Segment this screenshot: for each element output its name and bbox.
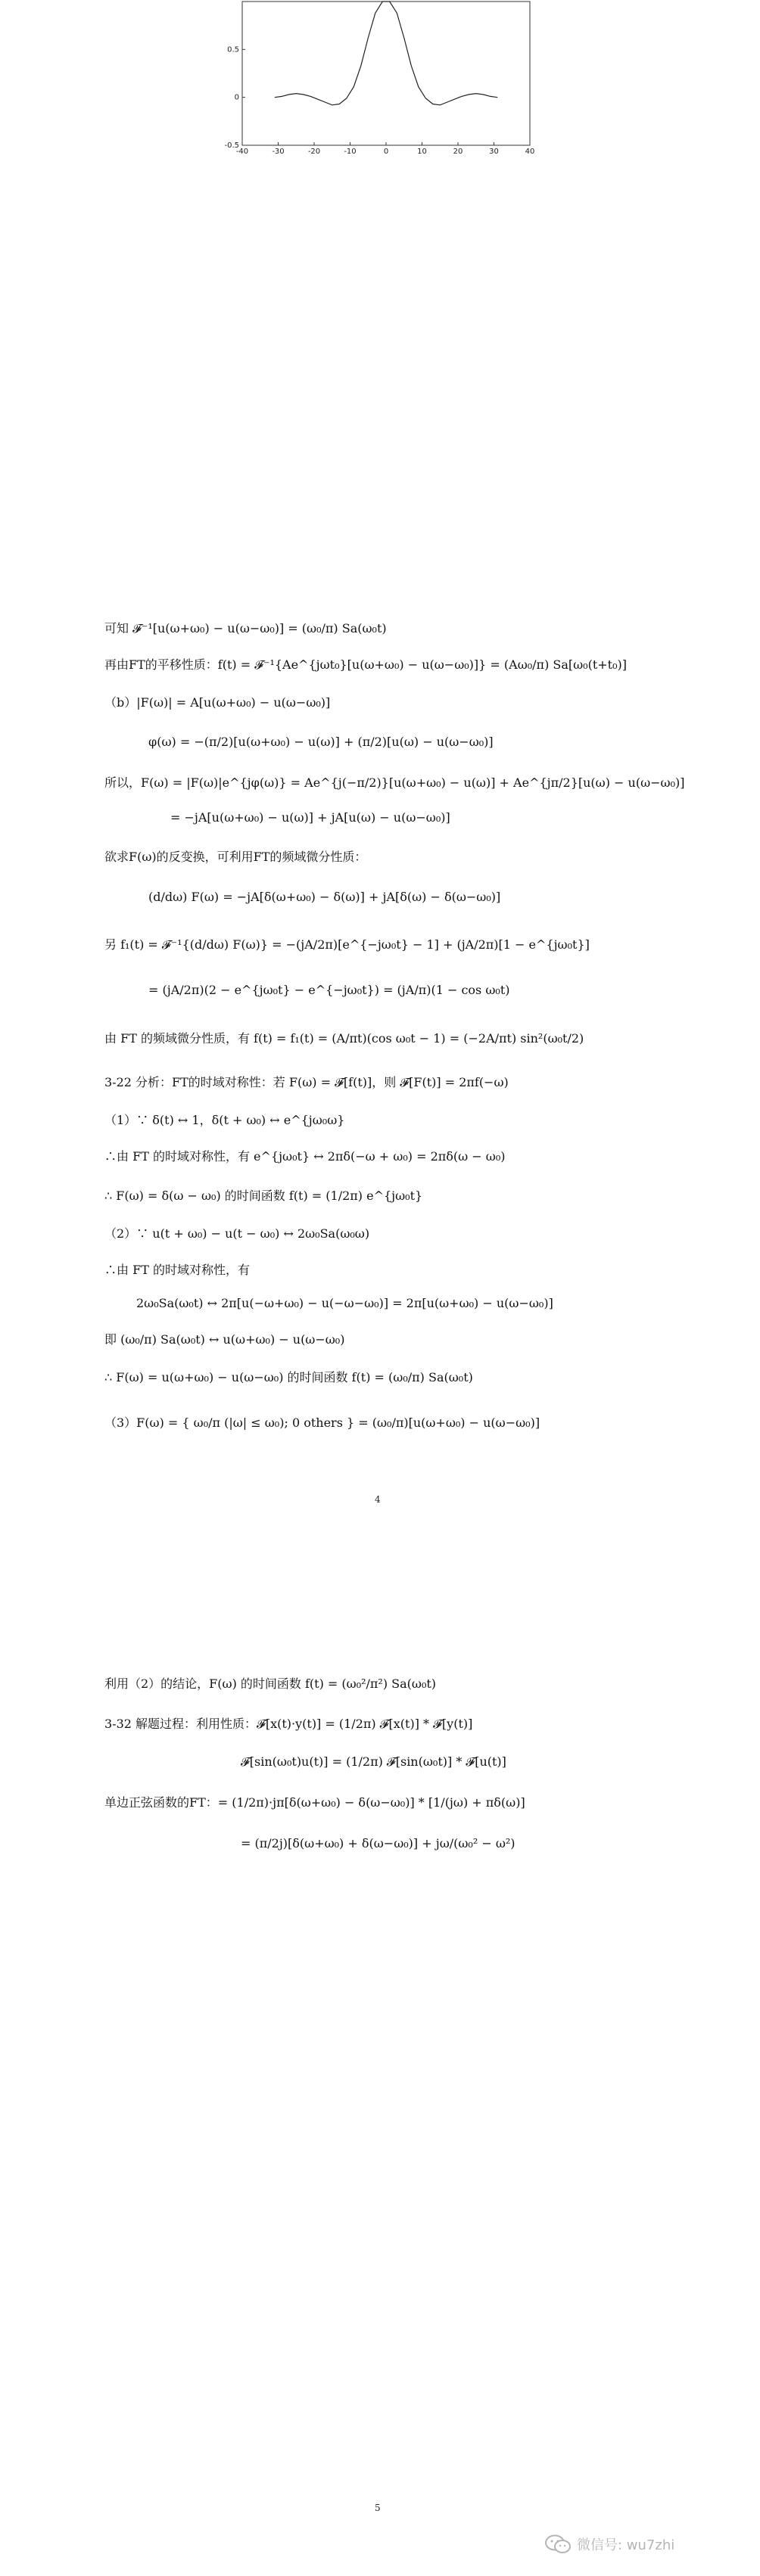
x-tick-label: -10: [344, 148, 357, 156]
page-number: 4: [375, 1494, 381, 1505]
eq-line: ∴由 FT 的时域对称性，有 e^{jω₀t} ↔ 2πδ(−ω + ω₀) = 2πδ(ω − ω₀): [104, 1149, 506, 1164]
eq-line: （1）∵ δ(t) ↔ 1，δ(t + ω₀) ↔ e^{jω₀ω}: [104, 1113, 345, 1127]
eq-line: 由 FT 的频域微分性质，有 f(t) = f₁(t) = (A/πt)(cos ω₀t − 1) = (−2A/πt) sin²(ω₀t/2): [104, 1031, 584, 1046]
x-tick-label: 0: [383, 148, 389, 156]
eq-line: φ(ω) = −(π/2)[u(ω+ω₀) − u(ω)] + (π/2)[u(ω) − u(ω−ω₀)]: [148, 735, 494, 749]
eq-line: （2）∵ u(t + ω₀) − u(t − ω₀) ↔ 2ω₀Sa(ω₀ω): [104, 1226, 370, 1241]
eq-line: （3）F(ω) = { ω₀/π (|ω| ≤ ω₀); 0 others } = (ω₀/π)[u(ω+ω₀) − u(ω−ω₀)]: [104, 1415, 540, 1430]
series-line: [275, 2, 498, 105]
eq-line: ∴ F(ω) = δ(ω − ω₀) 的时间函数 f(t) = (1/2π) e^{jω₀t}: [104, 1189, 423, 1203]
eq-line: 即 (ω₀/π) Sa(ω₀t) ↔ u(ω+ω₀) − u(ω−ω₀): [104, 1332, 345, 1347]
eq-line: 2ω₀Sa(ω₀t) ↔ 2π[u(−ω+ω₀) − u(−ω−ω₀)] = 2π[u(ω+ω₀) − u(ω−ω₀)]: [136, 1296, 553, 1310]
x-tick-label: 30: [489, 148, 499, 156]
eq-line: ∴由 FT 的时域对称性，有: [104, 1263, 250, 1277]
eq-line: 利用（2）的结论，F(ω) 的时间函数 f(t) = (ω₀²/π²) Sa(ω₀t): [104, 1676, 437, 1691]
wechat-icon: [545, 2534, 571, 2554]
eq-line: = (π/2j)[δ(ω+ω₀) + δ(ω−ω₀)] + jω/(ω₀² − ω²): [241, 1836, 515, 1850]
x-tick-label: -40: [235, 148, 249, 156]
eq-line: 𝓕[sin(ω₀t)u(t)] = (1/2π) 𝓕[sin(ω₀t)] * 𝓕[u(t)]: [241, 1754, 506, 1769]
x-tick-label: 40: [525, 148, 535, 156]
y-tick-label: 0: [234, 93, 239, 102]
eq-line: ∴ F(ω) = u(ω+ω₀) − u(ω−ω₀) 的时间函数 f(t) = (ω₀/π) Sa(ω₀t): [104, 1370, 473, 1384]
y-tick-label: -0.5: [224, 141, 239, 150]
eq-line: （b）|F(ω)| = A[u(ω+ω₀) − u(ω−ω₀)]: [104, 695, 331, 710]
x-tick-label: -30: [272, 148, 285, 156]
eq-line: 另 f₁(t) = 𝓕⁻¹{(d/dω) F(ω)} = −(jA/2π)[e^{−jω₀t} − 1] + (jA/2π)[1 − e^{jω₀t}]: [104, 937, 590, 952]
plot-frame: [242, 2, 530, 145]
eq-line: (d/dω) F(ω) = −jA[δ(ω+ω₀) − δ(ω)] + jA[δ(ω) − δ(ω−ω₀)]: [148, 890, 501, 904]
eq-line: 所以，F(ω) = |F(ω)|e^{jφ(ω)} = Ae^{j(−π/2)}[u(ω+ω₀) − u(ω)] + Ae^{jπ/2}[u(ω) − u(ω−ω₀)]: [104, 775, 685, 790]
x-tick-label: 10: [417, 148, 427, 156]
watermark-text: 微信号: wu7zhi: [577, 2537, 675, 2553]
eq-line: 3-22 分析：FT的时域对称性：若 F(ω) = 𝓕[f(t)]，则 𝓕[F(t)] = 2πf(−ω): [104, 1075, 509, 1089]
x-tick-label: -20: [307, 148, 321, 156]
eq-line: 3-32 解题过程：利用性质：𝓕[x(t)·y(t)] = (1/2π) 𝓕[x(t)] * 𝓕[y(t)]: [104, 1717, 473, 1731]
eq-line: 再由FT的平移性质：f(t) = 𝓕⁻¹{Ae^{jωt₀}[u(ω+ω₀) − u(ω−ω₀)]} = (Aω₀/π) Sa[ω₀(t+t₀)]: [104, 657, 628, 672]
eq-line: = −jA[u(ω+ω₀) − u(ω)] + jA[u(ω) − u(ω−ω₀)]: [170, 810, 450, 825]
eq-line: = (jA/2π)(2 − e^{jω₀t} − e^{−jω₀t}) = (jA/π)(1 − cos ω₀t): [148, 983, 510, 997]
sinc-chart: [224, 0, 545, 156]
x-tick-label: 20: [453, 148, 463, 156]
eq-line: 欲求F(ω)的反变换，可利用FT的频域微分性质：: [104, 850, 367, 864]
page-number: 5: [375, 2503, 381, 2513]
eq-line: 可知 𝓕⁻¹[u(ω+ω₀) − u(ω−ω₀)] = (ω₀/π) Sa(ω₀t): [104, 621, 387, 635]
eq-line: 单边正弦函数的FT：= (1/2π)·jπ[δ(ω+ω₀) − δ(ω−ω₀)] * [1/(jω) + πδ(ω)]: [104, 1795, 525, 1810]
wechat-watermark: [545, 2534, 674, 2554]
y-tick-label: 0.5: [227, 45, 239, 54]
